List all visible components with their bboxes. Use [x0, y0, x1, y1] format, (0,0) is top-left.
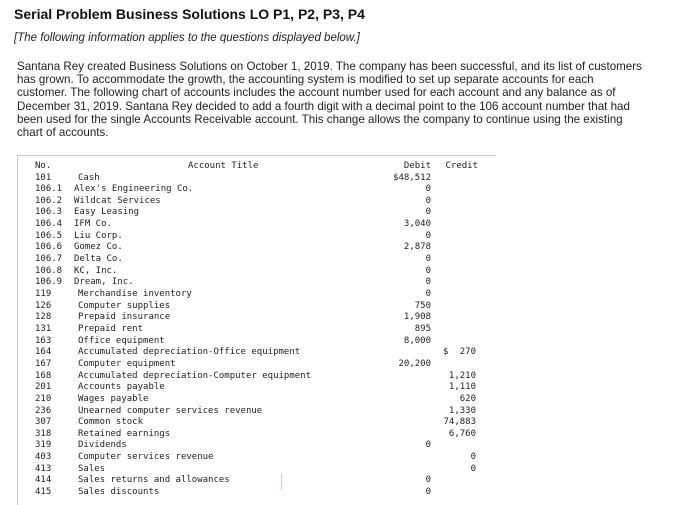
debit-value: 2,878 [403, 242, 431, 253]
chart-of-accounts-table [17, 155, 496, 505]
account-number: 106.5 [35, 230, 63, 241]
account-number: 106.2 [35, 195, 63, 206]
table-row [18, 254, 496, 266]
account-number: 128 [35, 312, 52, 323]
table-row [18, 231, 496, 243]
account-title: Sales returns and allowances [78, 475, 230, 486]
debit-value: 3,040 [403, 219, 431, 230]
debit-value: 0 [425, 475, 431, 486]
debit-value: 0 [425, 277, 431, 288]
account-number: 106.8 [35, 265, 63, 276]
account-title: Unearned computer services revenue [78, 405, 263, 416]
account-title: Common stock [78, 417, 144, 428]
paragraph-line: customer. The following chart of accounts includes the account number used for each account and any balance as of [17, 86, 616, 100]
table-row [18, 371, 496, 383]
table-row [18, 440, 496, 452]
account-title: Office equipment [78, 335, 165, 346]
credit-value: 270 [459, 347, 476, 358]
problem-description [17, 60, 697, 139]
account-number: 413 [35, 463, 52, 474]
account-title: Cash [78, 172, 100, 183]
table-row [18, 277, 496, 289]
debit-value: 20,200 [398, 358, 431, 369]
table-row [18, 464, 496, 476]
table-row [18, 429, 496, 441]
account-title: Wildcat Services [74, 195, 161, 206]
table-row [18, 417, 496, 429]
account-number: 167 [35, 358, 52, 369]
debit-value: 895 [414, 323, 431, 334]
debit-value: 0 [425, 265, 431, 276]
credit-value: 6,760 [448, 428, 476, 439]
header-account-title: Account Title [188, 161, 259, 171]
table-row [18, 406, 496, 418]
account-number: 414 [35, 475, 52, 486]
account-title: Merchandise inventory [78, 289, 192, 299]
account-number: 106.1 [35, 184, 63, 195]
debit-value: 0 [425, 207, 431, 218]
debit-value: 0 [425, 195, 431, 206]
account-number: 415 [35, 487, 52, 498]
page-title: Serial Problem Business Solutions LO P1, P2, P3, P4 [14, 6, 365, 22]
paragraph-line: been used for the single Accounts Receivable account. This change allows the company to continue using the existing [17, 112, 623, 126]
instruction-note: [The following information applies to the questions displayed below.] [14, 32, 360, 44]
account-title: Prepaid rent [78, 323, 144, 334]
credit-value: 1,210 [448, 370, 476, 381]
table-row [18, 207, 496, 219]
credit-value: 0 [470, 452, 476, 463]
account-number: 126 [35, 300, 52, 311]
paragraph-line: Santana Rey created Business Solutions on October 1, 2019. The company has been successful, and its list of customers [17, 60, 642, 73]
account-number: 318 [35, 428, 52, 439]
account-number: 106.3 [35, 207, 63, 218]
account-title: Dividends [78, 440, 127, 451]
account-title: KC, Inc. [74, 265, 118, 276]
debit-value: 750 [414, 300, 431, 311]
account-title: Prepaid insurance [78, 312, 171, 323]
table-row [18, 347, 496, 359]
table-row [18, 219, 496, 231]
cursor-mark [281, 474, 282, 490]
account-number: 131 [35, 323, 52, 334]
table-row [18, 301, 496, 313]
account-number: 106.4 [35, 219, 63, 230]
debit-value: 0 [425, 440, 431, 451]
account-title: Sales discounts [78, 487, 160, 498]
account-number: 319 [35, 440, 52, 451]
account-title: Computer supplies [78, 300, 171, 311]
account-title: Accumulated depreciation-Computer equipment [78, 370, 311, 381]
account-title: Sales [78, 463, 106, 474]
account-number: 168 [35, 370, 52, 381]
credit-value: 0 [470, 463, 476, 474]
table-row [18, 475, 496, 487]
account-title: IFM Co. [74, 219, 112, 230]
account-title: Retained earnings [78, 428, 171, 439]
debit-value: 0 [425, 184, 431, 195]
paragraph-line: December 31, 2019. Santana Rey decided to add a fourth digit with a decimal point to the 106 account number that had [17, 99, 630, 113]
account-title: Gomez Co. [74, 242, 123, 253]
table-row [18, 336, 496, 348]
account-number: 106.6 [35, 242, 63, 253]
table-row [18, 324, 496, 336]
account-number: 101 [35, 172, 52, 183]
account-title: Dream, Inc. [74, 277, 134, 288]
debit-value: 0 [425, 289, 431, 299]
account-title: Accounts payable [78, 382, 165, 393]
credit-value: 620 [459, 393, 476, 404]
credit-value: 1,330 [448, 405, 476, 416]
table-row [18, 184, 496, 196]
account-title: Wages payable [78, 393, 149, 404]
table-row [18, 382, 496, 394]
table-row [18, 289, 496, 301]
table-header [18, 161, 496, 173]
table-row [18, 359, 496, 371]
debit-value: 0 [425, 254, 431, 265]
account-title: Delta Co. [74, 254, 123, 265]
account-number: 236 [35, 405, 52, 416]
account-title: Easy Leasing [74, 207, 140, 218]
debit-value: 1,908 [403, 312, 431, 323]
paragraph-line: has grown. To accommodate the growth, the accounting system is modified to set up separate accounts for each [17, 73, 594, 87]
account-title: Liu Corp. [74, 230, 123, 241]
header-credit: Credit [445, 161, 478, 171]
account-number: 210 [35, 393, 52, 404]
paragraph-line: chart of accounts. [17, 126, 109, 140]
account-number: 106.9 [35, 277, 63, 288]
account-title: Computer services revenue [78, 452, 214, 463]
table-row [18, 173, 496, 185]
credit-dollar-sign: $ [443, 347, 449, 358]
account-number: 119 [35, 289, 52, 299]
account-number: 164 [35, 347, 52, 358]
credit-value: 74,883 [443, 417, 476, 428]
table-row [18, 312, 496, 324]
debit-value: 0 [425, 230, 431, 241]
table-row [18, 452, 496, 464]
account-title: Computer equipment [78, 358, 176, 369]
account-number: 201 [35, 382, 52, 393]
table-row [18, 196, 496, 208]
account-title: Accumulated depreciation-Office equipment [78, 347, 301, 358]
table-row [18, 487, 496, 499]
account-number: 106.7 [35, 254, 63, 265]
debit-value: 0 [425, 487, 431, 498]
table-row [18, 242, 496, 254]
account-number: 403 [35, 452, 52, 463]
credit-value: 1,110 [448, 382, 476, 393]
table-row [18, 394, 496, 406]
debit-value: $48,512 [393, 172, 431, 183]
header-no: No. [35, 161, 52, 171]
table-row [18, 266, 496, 278]
header-debit: Debit [403, 161, 431, 171]
account-title: Alex's Engineering Co. [74, 184, 194, 195]
debit-value: 8,000 [403, 335, 431, 346]
account-number: 307 [35, 417, 52, 428]
account-number: 163 [35, 335, 52, 346]
